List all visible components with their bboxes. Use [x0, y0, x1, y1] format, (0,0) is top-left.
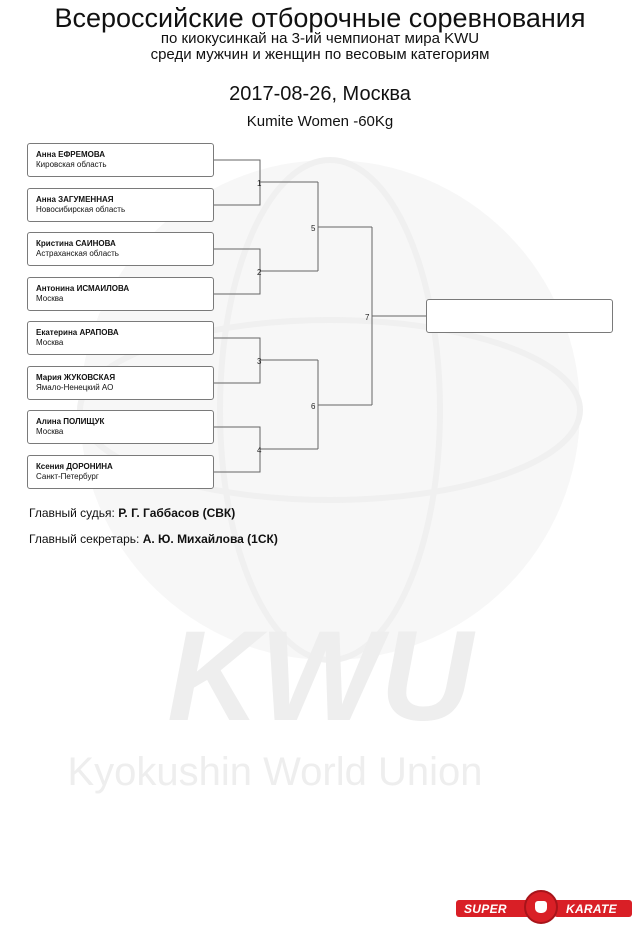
- competitor-name: Анна ЗАГУМЕННАЯ: [36, 195, 114, 204]
- competitor-name: Ксения ДОРОНИНА: [36, 462, 113, 471]
- competitor-slot: [27, 410, 214, 444]
- competitor-region: Астраханская область: [36, 249, 119, 258]
- competitor-slot: [27, 321, 214, 355]
- competitor-slot: [27, 188, 214, 222]
- fist-icon: [524, 890, 558, 924]
- competitor-region: Новосибирская область: [36, 205, 126, 214]
- match-number: 7: [365, 313, 370, 322]
- competitor-region: Москва: [36, 427, 64, 436]
- competitor-region: Кировская область: [36, 160, 107, 169]
- match-number: 2: [257, 268, 262, 277]
- winner-slot: [426, 299, 613, 333]
- weight-category: Kumite Women -60Kg: [246, 113, 394, 130]
- match-number: 4: [257, 446, 262, 455]
- competitor-slot: [27, 455, 214, 489]
- competitor-region: Москва: [36, 338, 64, 347]
- competitor-name: Алина ПОЛИЩУК: [36, 417, 105, 426]
- competitor-name: Антонина ИСМАИЛОВА: [36, 284, 130, 293]
- competitor-name: Мария ЖУКОВСКАЯ: [36, 373, 116, 382]
- competitor-region: Москва: [36, 294, 64, 303]
- match-number: 6: [311, 402, 316, 411]
- subtitle-line-1: по киокусинкай на 3-ий чемпионат мира KWU: [160, 30, 480, 47]
- watermark-logo-text: KWU: [167, 605, 473, 748]
- subtitle-line-2: среди мужчин и женщин по весовым категориям: [150, 46, 490, 63]
- competitor-slot: [27, 232, 214, 266]
- match-number: 3: [257, 357, 262, 366]
- date-place: 2017-08-26, Москва: [229, 83, 411, 105]
- competitor-name: Анна ЕФРЕМОВА: [36, 150, 105, 159]
- competitor-region: Санкт-Петербург: [36, 472, 99, 481]
- chief-secretary-label: Главный секретарь:: [29, 532, 140, 546]
- competitor-slot: [27, 366, 214, 400]
- chief-judge-label: Главный судья:: [29, 506, 115, 520]
- match-number: 1: [257, 179, 262, 188]
- competitor-slot: [27, 277, 214, 311]
- chief-secretary: [29, 532, 278, 546]
- page-title: Всероссийские отборочные соревнования: [54, 3, 586, 33]
- chief-judge: [29, 506, 235, 520]
- competitor-slot: [27, 143, 214, 177]
- competitor-region: Ямало-Ненецкий АО: [36, 383, 114, 392]
- competitor-name: Кристина САИНОВА: [36, 239, 116, 248]
- logo-right-text: KARATE: [566, 902, 617, 916]
- logo-left-text: SUPER: [464, 902, 507, 916]
- competitor-name: Екатерина АРАПОВА: [36, 328, 119, 337]
- chief-judge-name: Р. Г. Габбасов (СВК): [118, 506, 236, 520]
- chief-secretary-name: А. Ю. Михайлова (1СК): [142, 532, 278, 546]
- watermark-org-name: Kyokushin World Union: [67, 750, 483, 794]
- super-karate-logo: [456, 890, 634, 926]
- match-number: 5: [311, 224, 316, 233]
